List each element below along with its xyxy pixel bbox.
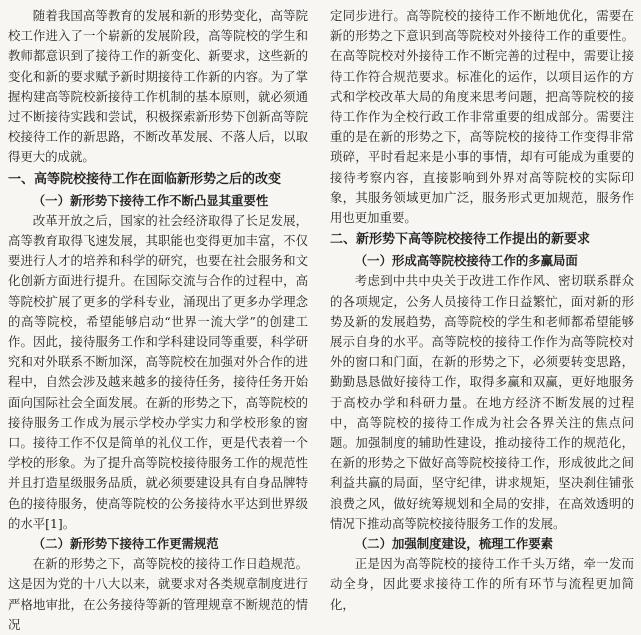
right-column [330, 6, 634, 615]
body-paragraph: 在新的形势之下，高等院校的接待工作日趋规范。这是因为党的十八大以来，就要求对各类规章制度进行严格地审批，在公务接待等新的管理规章不断规范的情况 [8, 556, 308, 632]
section-1-heading: 一、高等院校接待工作在面临新形势之后的改变 [8, 171, 282, 187]
subsection-1-1-heading: （一）新形势下接待工作不断凸显其重要性 [32, 192, 269, 208]
subsection-2-1-heading: （一）形成高等院校接待工作的多赢局面 [354, 253, 578, 269]
intro-paragraph: 随着我国高等教育的发展和新的形势变化，高等院校工作进入了一个崭新的发展阶段，高等院校的学生和教师都意识到了接待工作的新变化、新要求，这些新的变化和新的要求赋予新时期接待工作新的内容。为了掌握构建高等院校新接待工作机制的基本原则，就必须通过不断接待实践和尝试，积极探索新形势下创新高等院校接待工作的新思路，不断改革发展、不落人后，以取得更大的成就。 [8, 8, 308, 165]
subsection-1-2-heading: （二）新形势下接待工作更需规范 [32, 536, 219, 552]
body-paragraph: 考虑到中共中央关于改进工作作风、密切联系群众的各项规定，公务人员接待工作日益繁忙，面对新的形势及新的发展趋势，高等院校的学生和老师都希望能够展示自身的水平。高等院校的接待工作作为高等院校对外的窗口和门面，在新的形势之下，必须要转变思路，勤勤恳恳做好接待工作，取得多赢和双赢，更好地服务于高校办学和科研力量。在地方经济不断发展的过程中，高等院校的接待工作成为社会各界关注的焦点问题。加强制度的辅助性建设，推动接待工作的规范化，在新的形势之下做好高等院校接待工作，形成彼此之间利益共赢的局面，坚守纪律，讲求规矩，坚决刹住铺张浪费之风，做好统筹规划和全局的安排，在高效透明的情况下推动高等院校接待服务工作的发展。 [330, 273, 634, 531]
left-column [8, 6, 308, 635]
section-2-heading: 二、新形势下高等院校接待工作提出的新要求 [330, 232, 591, 248]
subsection-2-2-heading: （二）加强制度建设，梳理工作要素 [354, 536, 554, 552]
body-paragraph: 正是因为高等院校的接待工作千头万绪，牵一发而动全身，因此要求接待工作的所有环节与流程更加简化， [330, 556, 634, 612]
body-paragraph: 改革开放之后，国家的社会经济取得了长足发展，高等教育取得飞速发展，其职能也变得更加丰富，不仅要进行人才的培养和科学的研究，也要在社会服务和文化创新方面进行提升。在国际交流与合作的过程中，高等院校扩展了更多的学科专业，涌现出了更多办学理念的高等院校，希望能够启动“世界一流大学”的创建工作。因此，接待服务工作和学科建设同等重要，科学研究和对外联系不断加深，高等院校在加强对外合作的进程中，自然会涉及越来越多的接待任务，接待任务开始面向国际社会全面发展。在新的形势之下，高等院校的接待服务工作成为展示学校办学实力和学校形象的窗口。接待工作不仅是简单的礼仪工作，更是代表着一个学校的形象。为了提升高等院校接待服务工作的规范性并且打造星级服务品质，就必须要建设具有自身品牌特色的接待服务，使高等院校的公务接待水平达到世界级的水平[1]。 [8, 212, 308, 531]
continued-paragraph: 定同步进行。高等院校的接待工作不断地优化，需要在新的形势之下意识到高等院校对外接待工作的重要性。在高等院校对外接待工作不断完善的过程中，需要让接待工作符合规范要求。标准化的运作，以项目运作的方式和学校改革大局的角度来思考问题，把高等院校的接待工作作为全校行政工作非常重要的组成部分。需要注重的是在新的形势之下，高等院校的接待工作变得非常琐碎，平时看起来是小事的事情，却有可能成为重要的接待考察内容，直接影响到外界对高等院校的实际印象，其服务领域更加广泛，服务形式更加规范，服务作用也更加重要。 [330, 8, 634, 226]
